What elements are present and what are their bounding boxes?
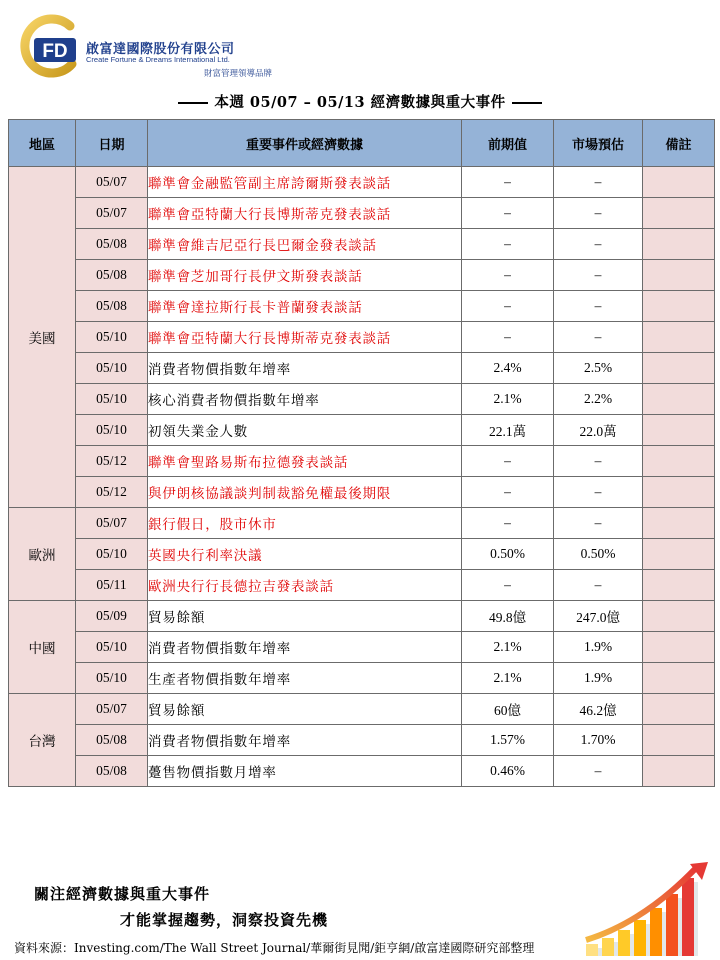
previous-value-cell: 60億 — [462, 694, 554, 725]
previous-value-cell: 2.4% — [462, 353, 554, 384]
table-row — [9, 384, 715, 415]
event-cell: 消費者物價指數年增率 — [148, 632, 462, 663]
note-cell — [643, 477, 715, 508]
forecast-value-cell: – — [554, 508, 643, 539]
note-cell — [643, 570, 715, 601]
note-cell — [643, 632, 715, 663]
economic-events-table — [8, 119, 715, 787]
table-row — [9, 446, 715, 477]
previous-value-cell: – — [462, 291, 554, 322]
logo-mark-icon — [20, 14, 84, 78]
forecast-value-cell: – — [554, 570, 643, 601]
date-cell: 05/11 — [76, 570, 148, 601]
previous-value-cell: – — [462, 167, 554, 198]
forecast-value-cell: 1.9% — [554, 663, 643, 694]
table-row — [9, 663, 715, 694]
region-cell: 台灣 — [9, 694, 76, 787]
note-cell — [643, 601, 715, 632]
forecast-value-cell: 1.9% — [554, 632, 643, 663]
event-cell: 聯準會金融監管副主席誇爾斯發表談話 — [148, 167, 462, 198]
forecast-value-cell: – — [554, 477, 643, 508]
event-cell: 消費者物價指數年增率 — [148, 353, 462, 384]
note-cell — [643, 322, 715, 353]
table-row — [9, 632, 715, 663]
note-cell — [643, 663, 715, 694]
table-row — [9, 229, 715, 260]
event-cell: 貿易餘額 — [148, 601, 462, 632]
region-cell: 中國 — [9, 601, 76, 694]
event-cell: 聯準會亞特蘭大行長博斯蒂克發表談話 — [148, 322, 462, 353]
company-name-en: Create Fortune & Dreams International Ltd. — [86, 55, 230, 64]
forecast-value-cell: 22.0萬 — [554, 415, 643, 446]
table-row — [9, 415, 715, 446]
table-body — [9, 167, 715, 787]
note-cell — [643, 415, 715, 446]
date-cell: 05/08 — [76, 291, 148, 322]
note-cell — [643, 198, 715, 229]
date-cell: 05/08 — [76, 725, 148, 756]
forecast-value-cell: 247.0億 — [554, 601, 643, 632]
note-cell — [643, 539, 715, 570]
date-cell: 05/10 — [76, 415, 148, 446]
event-cell: 消費者物價指數年增率 — [148, 725, 462, 756]
table-row — [9, 260, 715, 291]
event-cell: 聯準會亞特蘭大行長博斯蒂克發表談話 — [148, 198, 462, 229]
event-cell: 聯準會聖路易斯布拉德發表談話 — [148, 446, 462, 477]
note-cell — [643, 508, 715, 539]
date-cell: 05/10 — [76, 322, 148, 353]
page-title-row — [0, 91, 720, 112]
data-source: 資料來源：Investing.com/The Wall Street Journal/華爾街見聞/鉅亨網/啟富達國際研究部整理 — [14, 941, 535, 955]
previous-value-cell: 22.1萬 — [462, 415, 554, 446]
date-cell: 05/07 — [76, 198, 148, 229]
previous-value-cell: 1.57% — [462, 725, 554, 756]
table-row — [9, 198, 715, 229]
forecast-value-cell: 2.5% — [554, 353, 643, 384]
date-cell: 05/07 — [76, 167, 148, 198]
forecast-value-cell: 1.70% — [554, 725, 643, 756]
company-tagline: 財富管理領導品牌 — [204, 69, 273, 79]
event-cell: 聯準會維吉尼亞行長巴爾金發表談話 — [148, 229, 462, 260]
slogan-line-1: 關注經濟數據與重大事件 — [34, 885, 211, 903]
table-row — [9, 508, 715, 539]
previous-value-cell: – — [462, 322, 554, 353]
table-row — [9, 570, 715, 601]
region-cell: 歐洲 — [9, 508, 76, 601]
forecast-value-cell: – — [554, 198, 643, 229]
previous-value-cell: – — [462, 477, 554, 508]
previous-value-cell: 0.50% — [462, 539, 554, 570]
note-cell — [643, 291, 715, 322]
forecast-value-cell: 46.2億 — [554, 694, 643, 725]
event-cell: 核心消費者物價指數年增率 — [148, 384, 462, 415]
forecast-value-cell: – — [554, 291, 643, 322]
date-cell: 05/12 — [76, 477, 148, 508]
date-cell: 05/07 — [76, 694, 148, 725]
date-cell: 05/08 — [76, 756, 148, 787]
forecast-value-cell: – — [554, 260, 643, 291]
previous-value-cell: – — [462, 508, 554, 539]
table-row — [9, 322, 715, 353]
header-previous: 前期值 — [462, 120, 554, 167]
event-cell: 躉售物價指數月增率 — [148, 756, 462, 787]
table-row — [9, 725, 715, 756]
table-row — [9, 601, 715, 632]
title-left-rule — [178, 102, 208, 104]
table-row — [9, 539, 715, 570]
header-forecast: 市場預估 — [554, 120, 643, 167]
note-cell — [643, 446, 715, 477]
table-row — [9, 477, 715, 508]
table-row — [9, 756, 715, 787]
note-cell — [643, 725, 715, 756]
date-cell: 05/09 — [76, 601, 148, 632]
table-row — [9, 353, 715, 384]
note-cell — [643, 167, 715, 198]
header-event: 重要事件或經濟數據 — [148, 120, 462, 167]
previous-value-cell: 2.1% — [462, 384, 554, 415]
event-cell: 歐洲央行行長德拉吉發表談話 — [148, 570, 462, 601]
event-cell: 聯準會芝加哥行長伊文斯發表談話 — [148, 260, 462, 291]
date-cell: 05/10 — [76, 539, 148, 570]
table-row — [9, 167, 715, 198]
previous-value-cell: 2.1% — [462, 632, 554, 663]
note-cell — [643, 384, 715, 415]
previous-value-cell: 49.8億 — [462, 601, 554, 632]
date-cell: 05/08 — [76, 229, 148, 260]
note-cell — [643, 694, 715, 725]
event-cell: 貿易餘額 — [148, 694, 462, 725]
date-cell: 05/10 — [76, 384, 148, 415]
header-note: 備註 — [643, 120, 715, 167]
forecast-value-cell: 2.2% — [554, 384, 643, 415]
event-cell: 初領失業金人數 — [148, 415, 462, 446]
header-date: 日期 — [76, 120, 148, 167]
table-header-row — [9, 120, 715, 167]
event-cell: 聯準會達拉斯行長卡普蘭發表談話 — [148, 291, 462, 322]
previous-value-cell: 0.46% — [462, 756, 554, 787]
previous-value-cell: 2.1% — [462, 663, 554, 694]
logo-mark-text: FD — [42, 41, 68, 62]
region-cell: 美國 — [9, 167, 76, 508]
previous-value-cell: – — [462, 446, 554, 477]
table-row — [9, 291, 715, 322]
previous-value-cell: – — [462, 229, 554, 260]
date-cell: 05/10 — [76, 663, 148, 694]
note-cell — [643, 229, 715, 260]
forecast-value-cell: – — [554, 229, 643, 260]
slogan-line-2: 才能掌握趨勢，洞察投資先機 — [120, 911, 329, 929]
date-cell: 05/12 — [76, 446, 148, 477]
title-right-rule — [512, 102, 542, 104]
page-title: 本週 05/07 – 05/13 經濟數據與重大事件 — [214, 94, 506, 111]
note-cell — [643, 260, 715, 291]
table-row — [9, 694, 715, 725]
company-name-cn: 啟富達國際股份有限公司 — [86, 42, 235, 57]
previous-value-cell: – — [462, 198, 554, 229]
note-cell — [643, 756, 715, 787]
event-cell: 生產者物價指數年增率 — [148, 663, 462, 694]
date-cell: 05/08 — [76, 260, 148, 291]
event-cell: 英國央行利率決議 — [148, 539, 462, 570]
forecast-value-cell: 0.50% — [554, 539, 643, 570]
forecast-value-cell: – — [554, 167, 643, 198]
date-cell: 05/10 — [76, 632, 148, 663]
previous-value-cell: – — [462, 570, 554, 601]
company-logo — [20, 14, 310, 79]
date-cell: 05/10 — [76, 353, 148, 384]
forecast-value-cell: – — [554, 322, 643, 353]
date-cell: 05/07 — [76, 508, 148, 539]
forecast-value-cell: – — [554, 756, 643, 787]
forecast-value-cell: – — [554, 446, 643, 477]
header-region: 地區 — [9, 120, 76, 167]
event-cell: 與伊朗核協議談判制裁豁免權最後期限 — [148, 477, 462, 508]
growth-bars-icon — [584, 862, 714, 958]
previous-value-cell: – — [462, 260, 554, 291]
note-cell — [643, 353, 715, 384]
event-cell: 銀行假日，股市休市 — [148, 508, 462, 539]
